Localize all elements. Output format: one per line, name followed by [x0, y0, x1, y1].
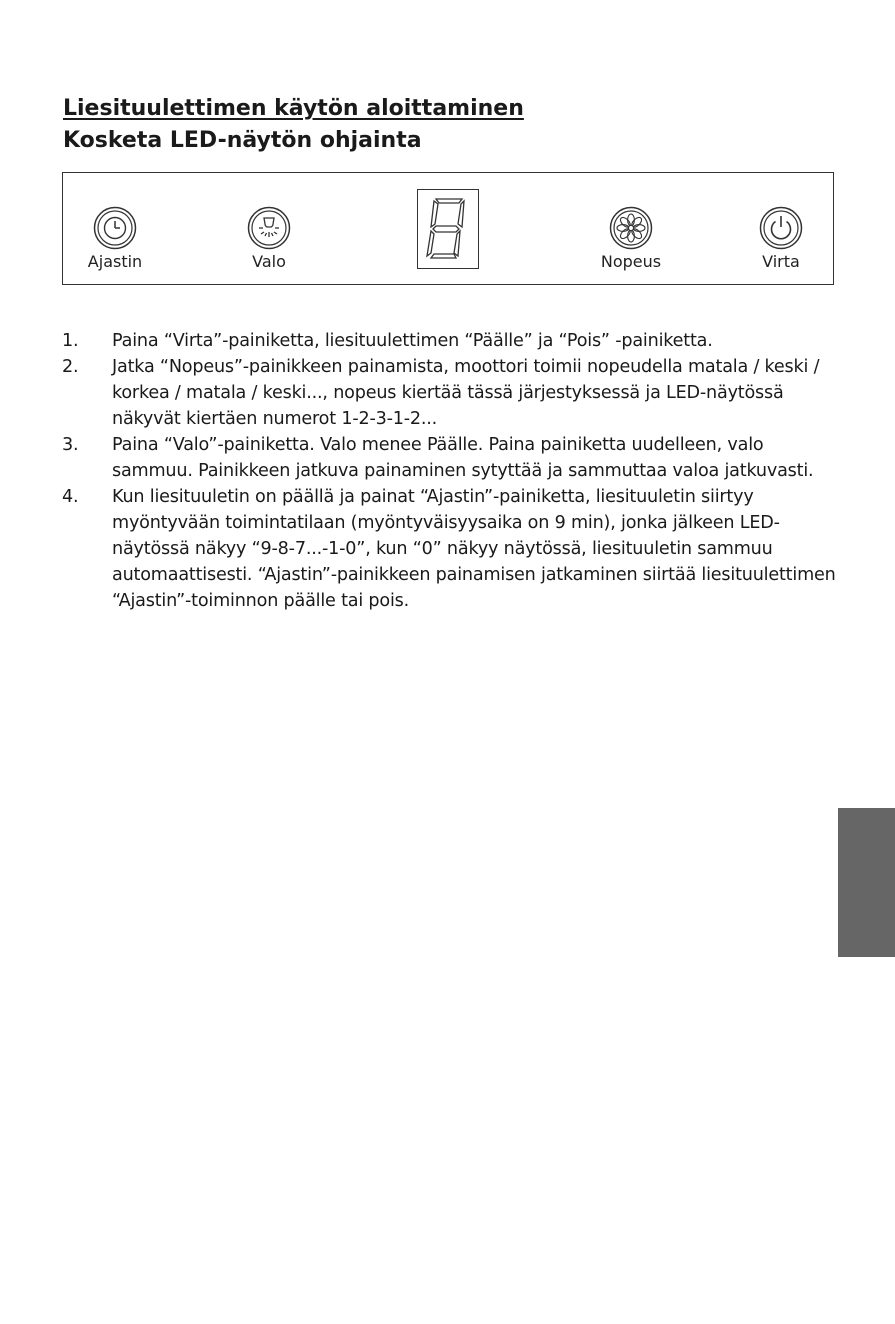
- seven-segment-display-icon: [418, 190, 477, 267]
- light-bulb-icon: [247, 206, 291, 250]
- list-item: [62, 432, 837, 484]
- instruction-list: [62, 328, 837, 614]
- speed-button[interactable]: [595, 206, 667, 271]
- led-display: [417, 189, 479, 269]
- step-number: 3.: [62, 435, 79, 455]
- language-side-tab: [838, 808, 895, 957]
- step-text: Jatka “Nopeus”-painikkeen painamista, moottori toimii nopeudella matala / keski / korkea / matala / keski..., nopeus kiertää tässä järjestyksessä ja LED-näytössä näkyvät kiertäen numerot 1-2-3-1-2...: [112, 357, 820, 429]
- speed-label: Nopeus: [600, 252, 662, 271]
- step-number: 2.: [62, 357, 79, 377]
- light-label: Valo: [252, 252, 286, 271]
- fan-icon: [609, 206, 653, 250]
- step-text: Kun liesituuletin on päällä ja painat “Ajastin”-painiketta, liesituuletin siirtyy myöntyvään toimintatilaan (myöntyväisyysaika on 9 min), jonka jälkeen LED-näytössä näkyy “9-8-7...-1-0”, kun “0” näkyy näytössä, liesituuletin sammuu automaattisesti. “Ajastin”-painikkeen painamisen jatkaminen siirtää liesituulettimen “Ajastin”-toiminnon päälle tai pois.: [112, 487, 836, 611]
- timer-label: Ajastin: [87, 252, 143, 271]
- list-item: [62, 484, 837, 614]
- step-number: 1.: [62, 331, 79, 351]
- light-button[interactable]: [239, 206, 299, 271]
- power-label: Virta: [762, 252, 800, 271]
- step-number: 4.: [62, 487, 79, 507]
- page-subtitle: Kosketa LED-näytön ohjainta: [63, 128, 422, 153]
- step-text: Paina “Valo”-painiketta. Valo menee Päälle. Paina painiketta uudelleen, valo sammuu. Painikkeen jatkuva painaminen sytyttää ja sammuttaa valoa jatkuvasti.: [112, 435, 814, 481]
- power-icon: [759, 206, 803, 250]
- led-control-panel: [62, 172, 834, 285]
- clock-icon: [93, 206, 137, 250]
- page-title: Liesituulettimen käytön aloittaminen: [63, 96, 524, 121]
- list-item: [62, 328, 837, 354]
- power-button[interactable]: [751, 206, 811, 271]
- timer-button[interactable]: [85, 206, 145, 271]
- list-item: [62, 354, 837, 432]
- step-text: Paina “Virta”-painiketta, liesituulettimen “Päälle” ja “Pois” -painiketta.: [112, 331, 713, 351]
